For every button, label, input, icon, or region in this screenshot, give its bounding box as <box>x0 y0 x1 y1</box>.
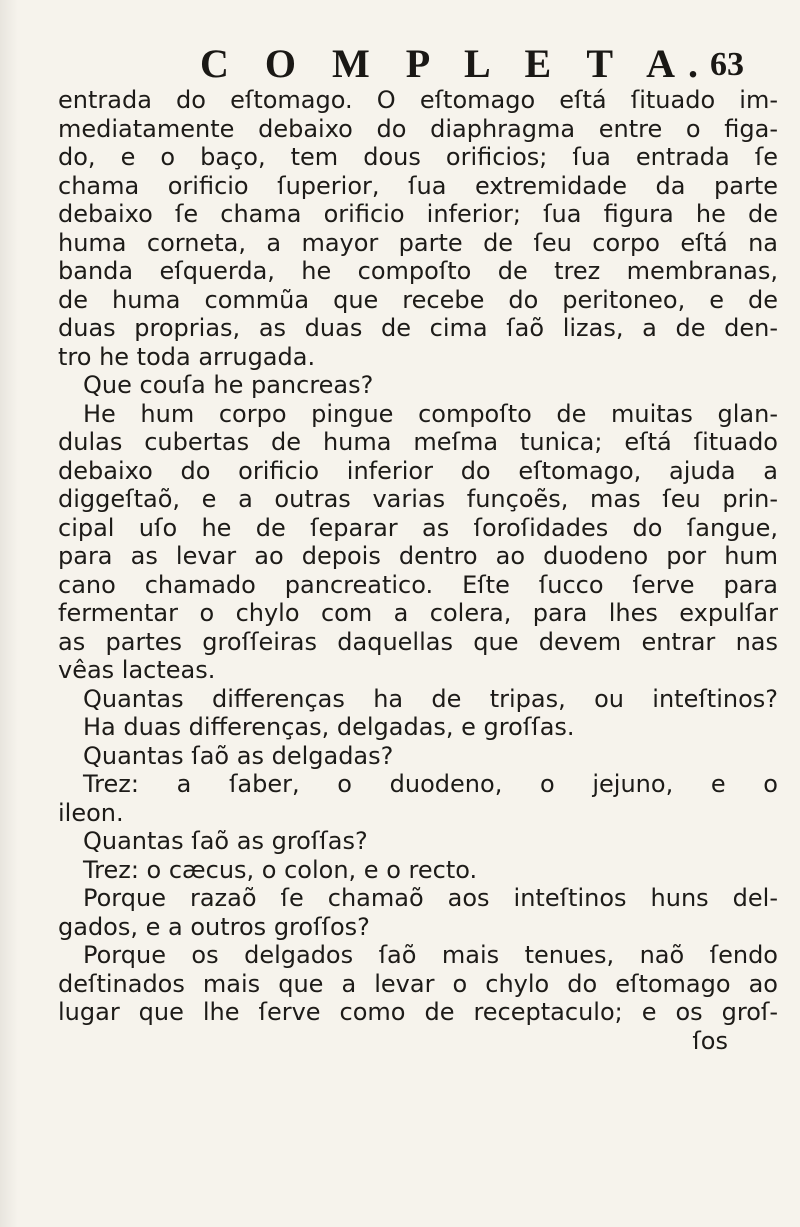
text-line: entrada do eſtomago. O eſtomago eſtá ſituado im- <box>58 86 778 114</box>
text-line: as partes groſſeiras daquellas que devem entrar nas <box>58 627 778 656</box>
text-line: debaixo do orificio inferior do eſtomago, ajuda a <box>58 456 778 485</box>
text-line: fermentar o chylo com a colera, para lhes expulſar <box>58 599 778 627</box>
body-text <box>58 86 778 1055</box>
catchword: ſos <box>692 1026 728 1055</box>
answer-line: Ha duas differenças, delgadas, e groſſas. <box>83 713 575 741</box>
text-line: cipal uſo he de ſeparar as ſoroſidades do ſangue, <box>58 513 778 542</box>
answer-line: Porque os delgados ſaõ mais tenues, naõ ſendo <box>83 941 778 969</box>
text-line: vêas lacteas. <box>58 656 216 684</box>
text-line: do, e o baço, tem dous orificios; ſua entrada ſe <box>58 143 778 171</box>
text-line: chama orificio ſuperior, ſua extremidade da parte <box>58 171 778 200</box>
text-line: tro he toda arrugada. <box>58 342 316 371</box>
running-title: C O M P L E T A. <box>200 41 712 86</box>
text-line: duas proprias, as duas de cima ſaõ lizas, a de den- <box>58 314 778 342</box>
text-line: huma corneta, a mayor parte de ſeu corpo eſtá na <box>58 228 778 257</box>
text-line: cano chamado pancreatico. Eſte ſucco ſerve para <box>58 570 778 599</box>
text-line: deſtinados mais que a levar o chylo do eſtomago ao <box>58 969 778 998</box>
page-header <box>0 40 800 90</box>
text-line: debaixo ſe chama orificio inferior; ſua figura he de <box>58 200 778 228</box>
answer-line: Trez: a ſaber, o duodeno, o jejuno, e o <box>83 770 778 798</box>
text-line: He hum corpo pingue compoſto de muitas glan- <box>83 399 778 428</box>
question-line: Que couſa he pancreas? <box>83 371 374 399</box>
text-line: dulas cubertas de huma meſma tunica; eſtá ſituado <box>58 428 778 456</box>
question-line: Quantas differenças ha de tripas, ou inteſtinos? <box>83 684 778 713</box>
question-line: Quantas ſaõ as groſſas? <box>83 827 368 855</box>
text-line: ileon. <box>58 798 124 827</box>
text-line: de huma commũa que recebe do peritoneo, e de <box>58 285 778 314</box>
page-number: 63 <box>710 46 744 83</box>
text-line: banda eſquerda, he compoſto de trez membranas, <box>58 257 778 285</box>
question-line: Porque razaõ ſe chamaõ aos inteſtinos huns del- <box>83 884 778 912</box>
question-line: Quantas ſaõ as delgadas? <box>83 741 394 770</box>
answer-line: Trez: o cæcus, o colon, e o recto. <box>83 855 478 884</box>
text-line: para as levar ao depois dentro ao duodeno por hum <box>58 542 778 570</box>
text-line: diggeſtaõ, e a outras varias funçoẽs, mas ſeu prin- <box>58 485 778 513</box>
text-line: gados, e a outros groſſos? <box>58 912 370 941</box>
text-line: lugar que lhe ſerve como de receptaculo; e os groſ- <box>58 998 778 1026</box>
text-line: mediatamente debaixo do diaphragma entre o figa- <box>58 114 778 143</box>
